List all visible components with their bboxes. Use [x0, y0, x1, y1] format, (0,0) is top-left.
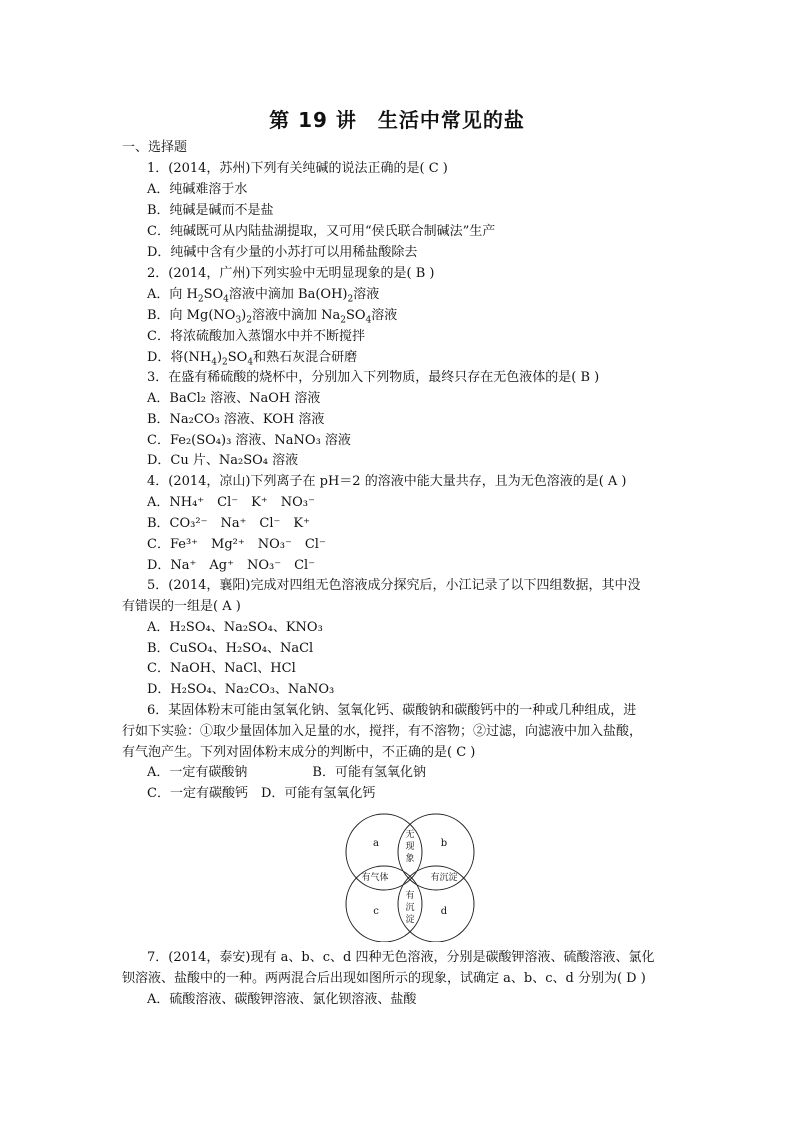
- q4-option-b: B．CO₃²⁻ Na⁺ Cl⁻ K⁺: [147, 516, 310, 531]
- q7-option-a: A．硫酸溶液、碳酸钾溶液、氯化钡溶液、盐酸: [147, 992, 417, 1007]
- reaction-diagram: [340, 812, 480, 942]
- q2-option-b: B．向 $Mg(NO_3)_2$溶液中滴加 $Na_2SO_4$溶液: [147, 308, 398, 326]
- label-a: a: [373, 838, 379, 849]
- q6-options-ab: A．一定有碳酸钠 B．可能有氢氧化钠: [147, 765, 426, 780]
- q7-stem-line1: 7．(2014，泰安)现有 a、b、c、d 四种无色溶液，分别是碳酸钾溶液、硫酸溶液、氯化: [147, 950, 655, 965]
- left-overlap-label: 有气体: [361, 873, 389, 883]
- q1-option-d: D．纯碱中含有少量的小苏打可以用稀盐酸除去: [147, 245, 418, 260]
- q1-option-a: A．纯碱难溶于水: [147, 182, 248, 197]
- q1-stem: 1．(2014，苏州)下列有关纯碱的说法正确的是( C ): [147, 161, 448, 176]
- q2-option-c: C．将浓硫酸加入蒸馏水中并不断搅拌: [147, 329, 365, 344]
- q7-stem-line2: 钡溶液、盐酸中的一种。两两混合后出现如图所示的现象，试确定 a、b、c、d 分别为( D ): [122, 971, 646, 986]
- top-overlap-char1: 无: [405, 830, 415, 840]
- bottom-overlap-char3: 淀: [405, 915, 415, 925]
- q3-option-d: D．Cu 片、Na₂SO₄ 溶液: [147, 453, 299, 468]
- label-c: c: [373, 906, 379, 917]
- q5-stem-line1: 5．(2014，襄阳)完成对四组无色溶液成分探究后，小江记录了以下四组数据，其中没: [147, 578, 641, 593]
- q2-option-d: D．将$(NH_4)_2SO_4$和熟石灰混合研磨: [147, 350, 358, 368]
- right-overlap-label: 有沉淀: [430, 873, 458, 883]
- q4-option-c: C．Fe³⁺ Mg²⁺ NO₃⁻ Cl⁻: [147, 537, 326, 552]
- q5-stem-line2: 有错误的一组是( A ): [122, 599, 241, 614]
- q3-option-c: C．Fe₂(SO₄)₃ 溶液、NaNO₃ 溶液: [147, 433, 351, 448]
- bottom-overlap-char1: 有: [405, 891, 415, 901]
- q3-option-b: B．Na₂CO₃ 溶液、KOH 溶液: [147, 412, 325, 427]
- top-overlap-char2: 现: [405, 842, 415, 852]
- q4-option-a: A．NH₄⁺ Cl⁻ K⁺ NO₃⁻: [147, 495, 315, 510]
- q4-option-d: D．Na⁺ Ag⁺ NO₃⁻ Cl⁻: [147, 558, 316, 573]
- q6-stem-line2: 行如下实验：①取少量固体加入足量的水，搅拌，有不溶物；②过滤，向滤液中加入盐酸，: [122, 724, 643, 739]
- label-b: b: [440, 838, 448, 849]
- q2-option-a: A．向 $H_2SO_4$溶液中滴加 $Ba(OH)_2$溶液: [147, 287, 380, 305]
- q1-option-c: C．纯碱既可从内陆盐湖提取，又可用“侯氏联合制碱法”生产: [147, 224, 496, 239]
- q6-options-cd: C．一定有碳酸钙 D．可能有氢氧化钙: [147, 786, 376, 801]
- q1-option-b: B．纯碱是碱而不是盐: [147, 203, 274, 218]
- q5-option-d: D．H₂SO₄、Na₂CO₃、NaNO₃: [147, 682, 335, 697]
- q6-stem-line3: 有气泡产生。下列对固体粉末成分的判断中，不正确的是( C ): [122, 745, 476, 760]
- q4-stem: 4．(2014，凉山)下列离子在 pH＝2 的溶液中能大量共存，且为无色溶液的是( A ): [147, 474, 627, 489]
- label-d: d: [440, 906, 448, 917]
- q5-option-c: C．NaOH、NaCl、HCl: [147, 661, 296, 676]
- page-title: 第 19 讲 生活中常见的盐: [269, 108, 525, 132]
- q5-option-b: B．CuSO₄、H₂SO₄、NaCl: [147, 641, 314, 656]
- section-heading: 一、选择题: [122, 140, 188, 155]
- top-overlap-char3: 象: [405, 854, 415, 864]
- bottom-overlap-char2: 沉: [405, 903, 415, 913]
- q2-stem: 2．(2014，广州)下列实验中无明显现象的是( B ): [147, 266, 435, 281]
- q3-option-a: A．BaCl₂ 溶液、NaOH 溶液: [147, 391, 321, 406]
- q3-stem: 3．在盛有稀硫酸的烧杯中，分别加入下列物质，最终只存在无色液体的是( B ): [147, 370, 600, 385]
- q6-stem-line1: 6．某固体粉末可能由氢氧化钠、氢氧化钙、碳酸钠和碳酸钙中的一种或几种组成，进: [147, 703, 637, 718]
- q5-option-a: A．H₂SO₄、Na₂SO₄、KNO₃: [147, 620, 323, 635]
